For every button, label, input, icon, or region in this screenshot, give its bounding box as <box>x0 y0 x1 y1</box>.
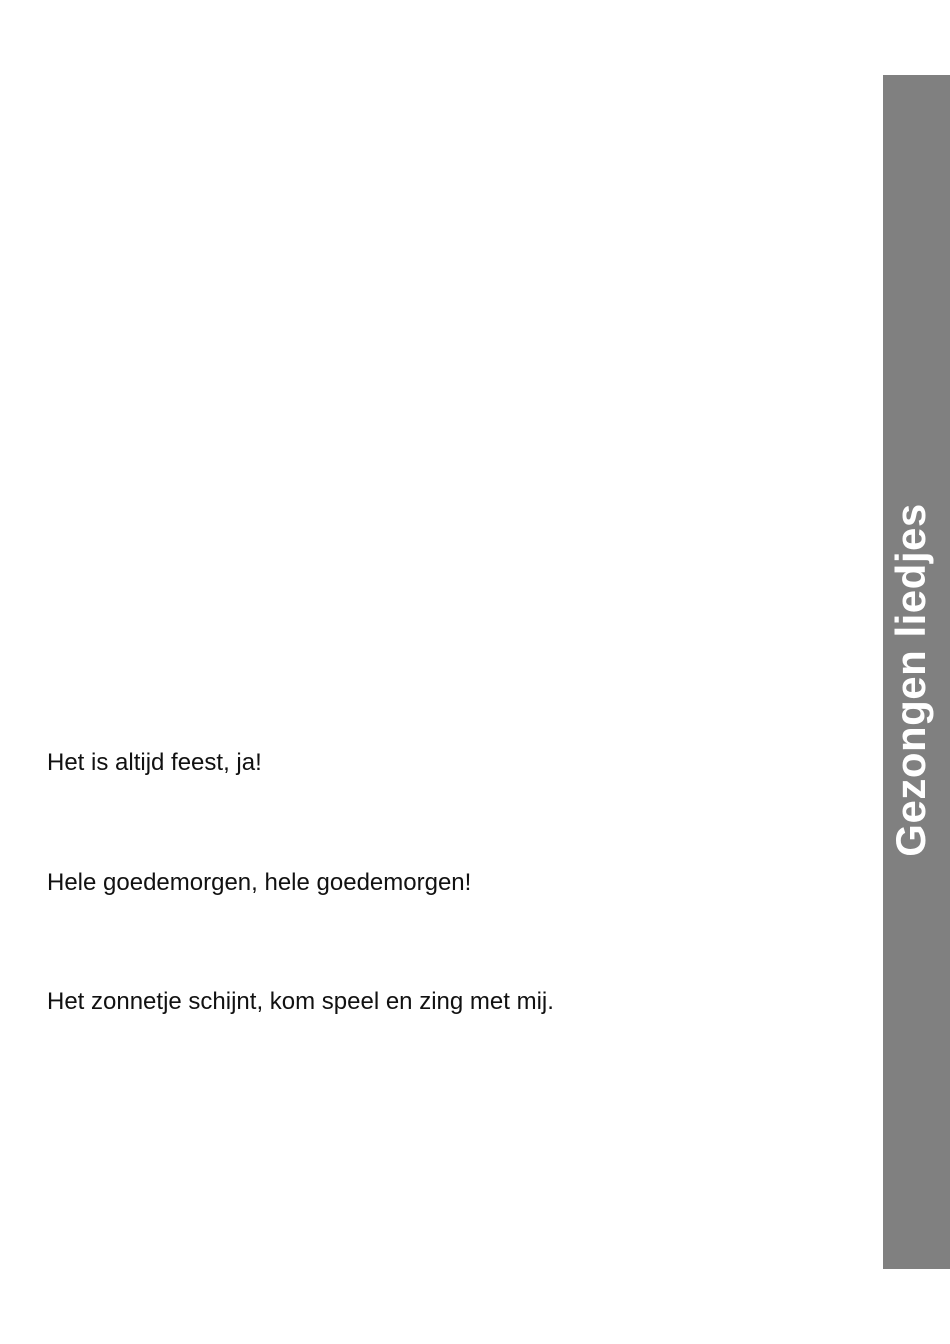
song-line-2: Hele goedemorgen, hele goedemorgen! <box>47 869 472 896</box>
song-line-1: Het is altijd feest, ja! <box>47 749 262 776</box>
section-side-tab-label: Gezongen liedjes <box>887 503 934 857</box>
song-line-3: Het zonnetje schijnt, kom speel en zing met mij. <box>47 988 554 1015</box>
